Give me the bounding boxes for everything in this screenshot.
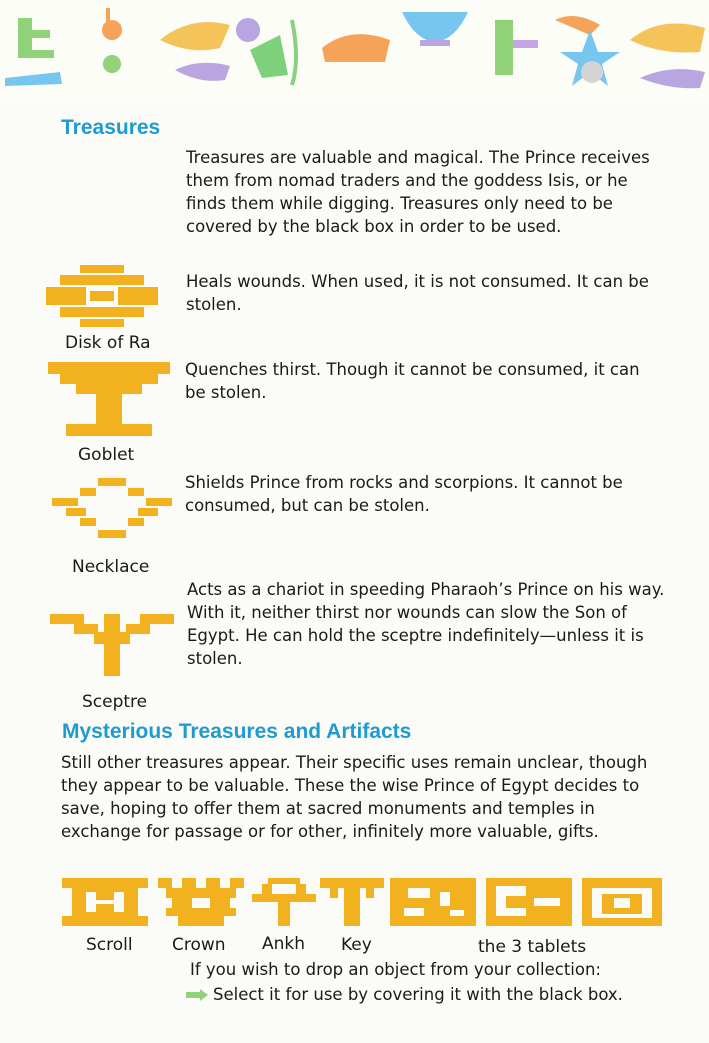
ankh-label: Ankh	[262, 934, 306, 954]
disk-of-ra-description: Heals wounds. When used, it is not consumed. It can be stolen.	[186, 272, 649, 314]
drop-note: If you wish to drop an object from your collection:	[190, 960, 601, 979]
necklace-description: Shields Prince from rocks and scorpions. It cannot be consumed, but can be stolen.	[185, 473, 623, 515]
mysterious-body: Still other treasures appear. Their specific uses remain unclear, though they appear to be valuable. These the wise Prince of Egypt decides to save, hoping to offer them at sacred monuments and temples in exchange for passage or for other, infinitely more valuable, gifts.	[61, 753, 648, 841]
crown-label: Crown	[172, 935, 226, 955]
mysterious-heading: Mysterious Treasures and Artifacts	[62, 720, 412, 743]
goblet-icon	[48, 362, 170, 437]
key-label: Key	[341, 935, 372, 955]
treasures-heading: Treasures	[61, 116, 161, 139]
pointing-arrow-icon	[185, 989, 209, 1001]
tablet-3-icon	[582, 878, 662, 926]
goblet-label: Goblet	[78, 445, 135, 465]
ankh-icon	[252, 878, 316, 926]
treasures-intro: Treasures are valuable and magical. The Prince receives them from nomad traders and the goddess Isis, or he finds them while digging. Treasures only need to be covered by the black box in order to be used.	[186, 148, 650, 236]
disk-of-ra-label: Disk of Ra	[65, 333, 151, 353]
sceptre-label: Sceptre	[82, 692, 148, 712]
tablet-2-icon	[486, 878, 572, 926]
sceptre-icon	[50, 614, 174, 678]
sceptre-description: Acts as a chariot in speeding Pharaoh’s Prince on his way. With it, neither thirst nor wounds can slow the Son of Egypt. He can hold the sceptre indefinitely—unless it is stolen.	[187, 580, 665, 668]
necklace-label: Necklace	[72, 557, 150, 577]
disk-of-ra-icon	[46, 265, 158, 328]
scroll-label: Scroll	[86, 935, 133, 955]
tablet-1-icon	[390, 878, 476, 926]
necklace-icon	[52, 478, 172, 540]
tablets-label: the 3 tablets	[478, 937, 587, 957]
goblet-description: Quenches thirst. Though it cannot be consumed, it can be stolen.	[185, 360, 640, 402]
key-icon	[320, 878, 384, 926]
hieroglyph-banner	[0, 0, 709, 100]
crown-icon	[158, 878, 244, 926]
scroll-icon	[62, 878, 148, 926]
drop-instruction: Select it for use by covering it with the black box.	[213, 985, 623, 1004]
